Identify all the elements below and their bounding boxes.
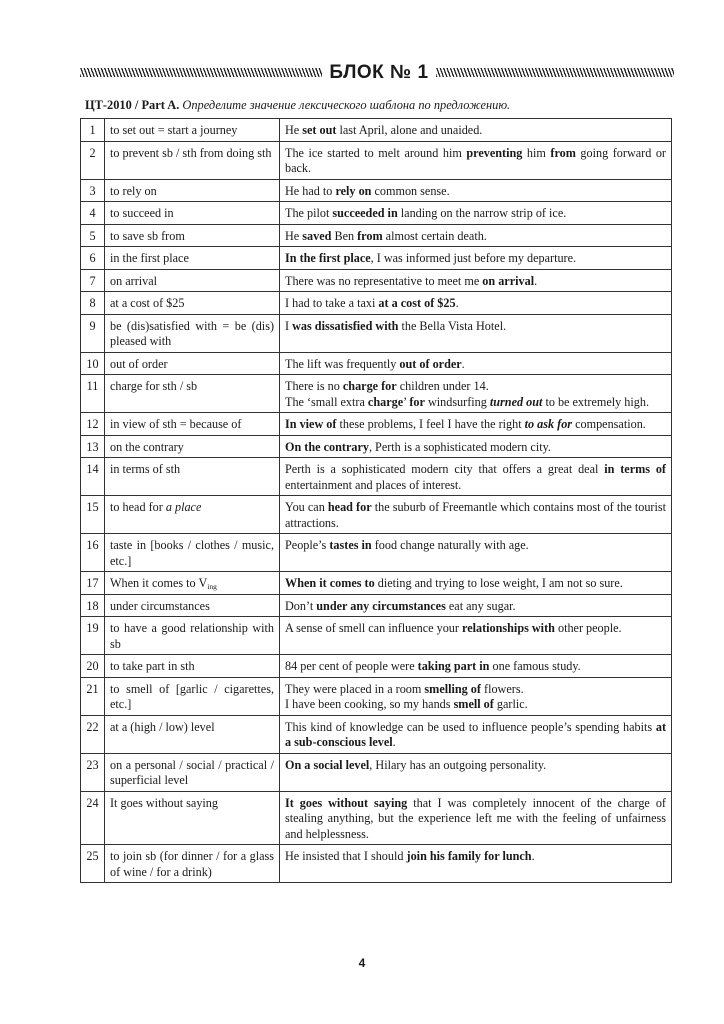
text-run: at a (high / low) level <box>110 719 215 734</box>
text-run: On the contrary <box>285 439 369 454</box>
text-run: out of order <box>110 356 168 371</box>
example-line <box>285 682 666 698</box>
phrase-cell <box>105 791 280 845</box>
text-run: to be extremely high. <box>542 394 650 409</box>
text-run: taste in [books / clothes / music, etc.] <box>110 538 274 568</box>
example-cell <box>280 617 672 655</box>
text-run: the suburb of Freemantle which contains most of the tourist attractions. <box>285 500 666 530</box>
text-run: He had to <box>285 183 336 198</box>
text-run: set out <box>302 123 337 137</box>
text-run: the Bella Vista Hotel. <box>398 318 507 333</box>
phrase-cell <box>105 413 280 436</box>
row-number: 14 <box>81 458 105 496</box>
text-run: ’ <box>403 394 410 409</box>
row-number: 7 <box>81 269 105 292</box>
row-number: 19 <box>81 617 105 655</box>
text-run: to ask for <box>524 417 573 431</box>
example-cell <box>280 314 672 352</box>
phrase-cell <box>105 314 280 352</box>
example-line <box>285 274 666 290</box>
phrase-cell <box>105 845 280 883</box>
example-line <box>285 576 666 592</box>
text-run: in the first place <box>110 251 189 265</box>
text-run: a place <box>165 500 202 514</box>
phrase-cell <box>105 435 280 458</box>
text-run: They were placed in a room <box>285 681 425 696</box>
example-cell <box>280 179 672 202</box>
text-run: was dissatisfied with <box>292 318 399 333</box>
phrase-table <box>80 118 672 883</box>
text-run: to take part in sth <box>110 659 195 673</box>
text-run: It goes without saying <box>285 795 408 810</box>
text-run: at a cost of $25 <box>378 296 456 310</box>
row-number: 1 <box>81 119 105 142</box>
text-run: , Hilary has an outgoing personality. <box>369 757 547 772</box>
row-number: 13 <box>81 435 105 458</box>
example-cell <box>280 224 672 247</box>
text-run: You can <box>285 500 328 514</box>
text-run: tastes in <box>329 538 372 552</box>
phrase-cell <box>105 269 280 292</box>
text-run: entertainment and places of interest. <box>285 477 462 492</box>
example-line <box>285 379 666 395</box>
example-line <box>285 538 666 554</box>
text-run: The ‘small extra <box>285 394 368 409</box>
example-cell <box>280 375 672 413</box>
example-cell <box>280 269 672 292</box>
example-line <box>285 621 666 637</box>
text-run: other people. <box>554 621 622 635</box>
text-run: almost certain death. <box>382 228 487 243</box>
phrase-cell <box>105 292 280 315</box>
example-cell <box>280 791 672 845</box>
text-run: that I was completely innocent of the charge of stealing anything, but the experience left me with the feeling of unfairness and helplessness. <box>285 795 666 841</box>
phrase-cell <box>105 534 280 572</box>
text-run: . <box>534 273 538 288</box>
row-number: 6 <box>81 247 105 270</box>
text-run: eat any sugar. <box>445 598 516 613</box>
example-cell <box>280 572 672 595</box>
example-line <box>285 720 666 751</box>
phrase-cell <box>105 224 280 247</box>
text-run: smelling of <box>424 681 481 696</box>
example-cell <box>280 715 672 753</box>
text-run: dieting and trying to lose weight, I am not so sure. <box>374 576 623 590</box>
block-title: БЛОК № 1 <box>329 62 429 83</box>
text-run: to join sb (for dinner / for a glass of wine / for a drink) <box>110 849 274 879</box>
row-number: 8 <box>81 292 105 315</box>
text-run: garlic. <box>493 697 528 711</box>
text-run: join his family for lunch <box>406 849 532 863</box>
example-line <box>285 462 666 493</box>
example-cell <box>280 753 672 791</box>
phrase-cell <box>105 572 280 595</box>
example-cell <box>280 534 672 572</box>
text-run: On a social level <box>285 757 370 772</box>
row-number: 21 <box>81 677 105 715</box>
table-row <box>81 594 672 617</box>
text-run: Perth is a sophisticated modern city that offers a great deal <box>285 462 605 476</box>
example-cell <box>280 352 672 375</box>
row-number: 4 <box>81 202 105 225</box>
text-run: . <box>461 356 465 371</box>
table-row <box>81 141 672 179</box>
table-row <box>81 845 672 883</box>
text-run: to prevent sb / sth from doing sth <box>110 145 272 160</box>
text-run: In the first place <box>285 251 371 265</box>
text-run: on arrival <box>110 273 158 288</box>
text-run: This kind of knowledge can be used to influence people’s spending habits <box>285 719 656 734</box>
text-run: charge for <box>342 379 397 393</box>
text-run: under circumstances <box>110 598 210 613</box>
table-row <box>81 413 672 436</box>
text-run: I had to take a taxi <box>285 296 379 310</box>
row-number: 24 <box>81 791 105 845</box>
example-line <box>285 849 666 865</box>
text-run: taking part in <box>417 659 490 673</box>
phrase-cell <box>105 617 280 655</box>
example-line <box>285 417 666 433</box>
text-run: children under 14. <box>396 379 489 393</box>
text-run: turned out <box>489 394 543 409</box>
text-run: last April, alone and unaided. <box>336 123 483 137</box>
example-cell <box>280 292 672 315</box>
phrase-cell <box>105 179 280 202</box>
text-run: on a personal / social / practical / superficial level <box>110 757 274 787</box>
text-run: charge for sth / sb <box>110 379 198 393</box>
text-run: relationships with <box>462 621 555 635</box>
hatch-decoration-left <box>80 68 322 77</box>
table-row <box>81 224 672 247</box>
row-number: 2 <box>81 141 105 179</box>
text-run: for <box>409 394 425 409</box>
row-number: 5 <box>81 224 105 247</box>
row-number: 9 <box>81 314 105 352</box>
example-line <box>285 229 666 245</box>
example-cell <box>280 141 672 179</box>
text-run: food change naturally with age. <box>371 538 529 552</box>
example-line <box>285 440 666 456</box>
text-run: at a cost of $25 <box>110 296 185 310</box>
text-run: rely on <box>335 183 372 198</box>
table-row <box>81 247 672 270</box>
table-row <box>81 375 672 413</box>
text-run: There was no representative to meet me <box>285 273 483 288</box>
row-number: 25 <box>81 845 105 883</box>
row-number: 23 <box>81 753 105 791</box>
text-run: charge <box>367 394 404 409</box>
text-run: People’s <box>285 538 330 552</box>
example-line <box>285 796 666 843</box>
text-run: to have a good relationship with sb <box>110 621 274 651</box>
phrase-cell <box>105 458 280 496</box>
phrase-cell <box>105 352 280 375</box>
text-run: 84 per cent of people were <box>285 659 418 673</box>
example-cell <box>280 458 672 496</box>
text-run: one famous study. <box>489 659 581 673</box>
phrase-cell <box>105 496 280 534</box>
text-run: I have been cooking, so my hands <box>285 697 454 711</box>
example-line <box>285 758 666 774</box>
phrase-cell <box>105 655 280 678</box>
text-run: . <box>455 296 459 310</box>
text-run: in terms of <box>604 462 666 476</box>
text-run: from <box>357 228 383 243</box>
block-header <box>80 60 674 86</box>
text-run: In view of <box>285 417 337 431</box>
example-line <box>285 599 666 615</box>
text-run: Ben <box>331 228 358 243</box>
example-cell <box>280 496 672 534</box>
phrase-cell <box>105 594 280 617</box>
page-number: 4 <box>358 956 366 970</box>
phrase-table-body <box>81 119 672 883</box>
text-run: A sense of smell can influence your <box>285 621 463 635</box>
phrase-cell <box>105 375 280 413</box>
text-run: I <box>285 318 293 333</box>
text-run: Don’t <box>285 598 317 613</box>
text-run: He insisted that I should <box>285 849 407 863</box>
example-line <box>285 184 666 200</box>
table-row <box>81 458 672 496</box>
table-row <box>81 435 672 458</box>
example-line <box>285 697 666 713</box>
example-cell <box>280 435 672 458</box>
text-run: , Perth is a sophisticated modern city. <box>368 439 551 454</box>
phrase-cell <box>105 753 280 791</box>
example-cell <box>280 845 672 883</box>
example-cell <box>280 119 672 142</box>
table-row <box>81 496 672 534</box>
example-line <box>285 395 666 411</box>
row-number: 12 <box>81 413 105 436</box>
table-row <box>81 269 672 292</box>
phrase-cell <box>105 715 280 753</box>
text-run: from <box>550 145 576 160</box>
text-run: going forward or back. <box>285 145 666 175</box>
table-row <box>81 352 672 375</box>
table-row <box>81 202 672 225</box>
text-run: head for <box>327 500 372 514</box>
example-cell <box>280 655 672 678</box>
text-run: to set out = start a journey <box>110 123 238 137</box>
text-run: to rely on <box>110 183 157 198</box>
example-line <box>285 357 666 373</box>
row-number: 3 <box>81 179 105 202</box>
text-run: He <box>285 123 303 137</box>
row-number: 16 <box>81 534 105 572</box>
table-row <box>81 119 672 142</box>
phrase-cell <box>105 119 280 142</box>
example-line <box>285 251 666 267</box>
example-line <box>285 123 666 139</box>
text-run: smell of <box>453 697 494 711</box>
text-run: He <box>285 228 303 243</box>
table-row <box>81 655 672 678</box>
text-run: ing <box>207 582 217 591</box>
row-number: 17 <box>81 572 105 595</box>
text-run: windsurfing <box>424 394 490 409</box>
text-run: these problems, I feel I have the right <box>336 417 525 431</box>
example-line <box>285 500 666 531</box>
example-line <box>285 319 666 335</box>
text-run: at a sub-conscious level <box>285 719 666 749</box>
example-cell <box>280 413 672 436</box>
example-line <box>285 146 666 177</box>
text-run: saved <box>302 228 332 243</box>
table-row <box>81 179 672 202</box>
example-line <box>285 296 666 312</box>
text-run: preventing <box>466 145 523 160</box>
phrase-cell <box>105 202 280 225</box>
phrase-cell <box>105 141 280 179</box>
row-number: 15 <box>81 496 105 534</box>
text-run: When it comes to V <box>110 576 208 590</box>
example-cell <box>280 677 672 715</box>
text-run: be (dis)satisfied with = be (dis) pleased with <box>110 318 274 348</box>
text-run: landing on the narrow strip of ice. <box>397 206 567 220</box>
table-row <box>81 534 672 572</box>
phrase-cell <box>105 247 280 270</box>
text-run: flowers. <box>480 681 524 696</box>
example-line <box>285 206 666 222</box>
text-run: compensation. <box>572 417 646 431</box>
table-row <box>81 715 672 753</box>
row-number: 18 <box>81 594 105 617</box>
example-cell <box>280 594 672 617</box>
table-row <box>81 617 672 655</box>
text-run: . <box>392 735 396 749</box>
text-run: common sense. <box>371 183 450 198</box>
text-run: . <box>531 849 535 863</box>
row-number: 11 <box>81 375 105 413</box>
phrase-cell <box>105 677 280 715</box>
table-row <box>81 677 672 715</box>
text-run: him <box>522 145 551 160</box>
text-run: on arrival <box>482 273 535 288</box>
table-row <box>81 292 672 315</box>
text-run: to head for <box>110 500 166 514</box>
text-run: There is no <box>285 379 343 393</box>
table-row <box>81 791 672 845</box>
text-run: on the contrary <box>110 439 184 454</box>
example-cell <box>280 247 672 270</box>
table-row <box>81 753 672 791</box>
text-run: in terms of sth <box>110 462 181 476</box>
text-run: The lift was frequently <box>285 356 400 371</box>
row-number: 20 <box>81 655 105 678</box>
row-number: 22 <box>81 715 105 753</box>
task-code: ЦТ-2010 / Part A. <box>85 98 180 112</box>
text-run: succeeded in <box>332 206 398 220</box>
example-cell <box>280 202 672 225</box>
text-run: in view of sth = because of <box>110 417 242 431</box>
text-run: to smell of [garlic / cigarettes, etc.] <box>110 681 274 711</box>
text-run: to succeed in <box>110 206 174 220</box>
row-number: 10 <box>81 352 105 375</box>
text-run: It goes without saying <box>110 795 218 810</box>
text-run: The pilot <box>285 206 333 220</box>
table-row <box>81 572 672 595</box>
text-run: , I was informed just before my departure. <box>370 251 577 265</box>
text-run: under any circumstances <box>316 598 446 613</box>
example-line <box>285 659 666 675</box>
text-run: to save sb from <box>110 228 185 243</box>
hatch-decoration-right <box>436 68 674 77</box>
task-subtitle <box>85 98 675 113</box>
table-row <box>81 314 672 352</box>
text-run: out of order <box>399 356 462 371</box>
text-run: When it comes to <box>285 576 375 590</box>
text-run: The ice started to melt around him <box>285 145 467 160</box>
task-instruction: Определите значение лексического шаблона по предложению. <box>182 98 511 112</box>
